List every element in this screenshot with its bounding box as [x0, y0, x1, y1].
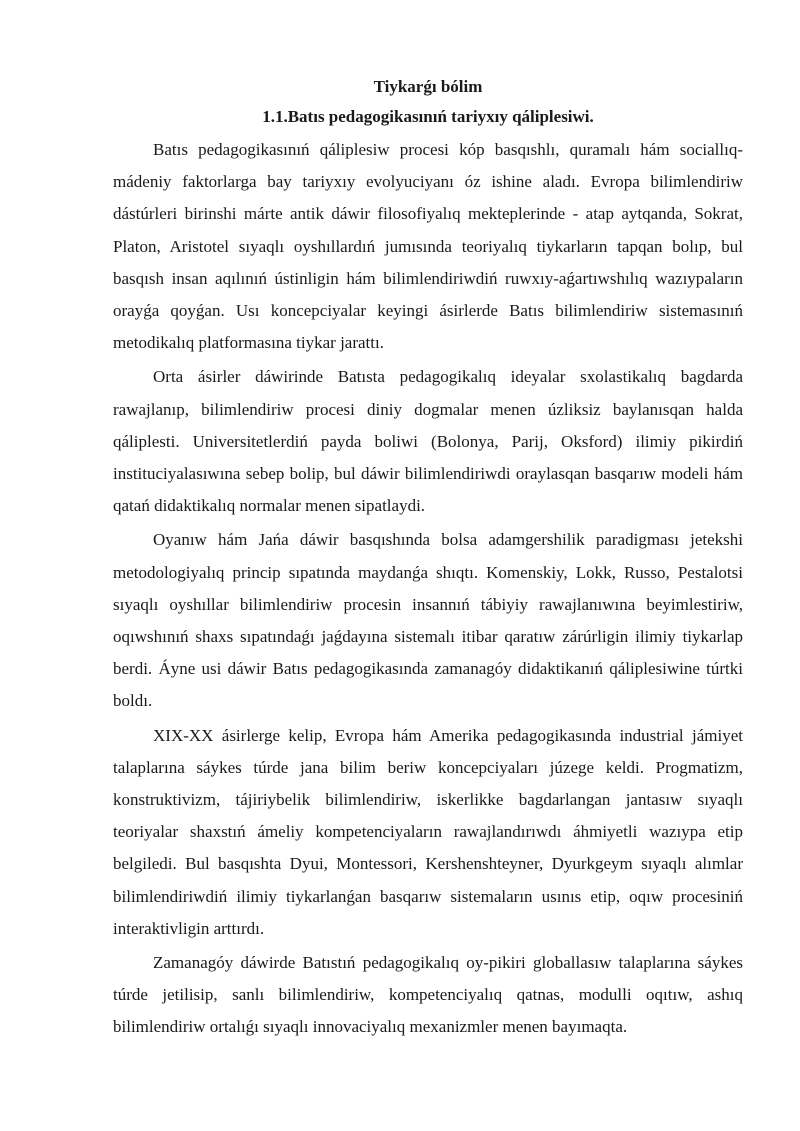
- paragraph: Zamanagóy dáwirde Batıstıń pedagogikalıq oy-pikiri globallasıw talaplarına sáykes túrde jetilisip, sanlı bilimlendiriw, kompetenciyalıq qatnas, modulli oqıtıw, ashıq bilimlendiriw ortalıǵı sıyaqlı innovaciyalıq mexanizmler menen bayımaqta.: [113, 953, 743, 1037]
- paragraph: Batıs pedagogikasınıń qáliplesiw procesi kóp basqıshlı, quramalı hám sociallıq-mádeniy faktorlarga bay tariyxıy evolyuciyanı óz ishine aladı. Evropa bilimlendiriw dástúrleri birinshi márte antik dáwir filosofiyalıq mekteplerinde - atap aytqanda, Sokrat, Platon, Aristotel sıyaqlı oyshıllardıń jumısında teoriyalıq tiykarların tapqan bolıp, bul basqısh insan aqılınıń ústinligin hám bilimlendiriwdiń ruwxıy-aǵartıwshılıq wazıypaların orayǵa qoyǵan. Usı koncepciyalar keyingi ásirlerde Batıs bilimlendiriw sistemasınıń metodikalıq platformasına tiykar jarattı.: [113, 140, 743, 353]
- paragraph: Orta ásirler dáwirinde Batısta pedagogikalıq ideyalar sxolastikalıq bagdarda rawajlanıp, bilimlendiriw procesi diniy dogmalar menen úzliksiz baylanısqan halda qáliplesti. Universitetlerdiń payda boliwi (Bolonya, Parij, Oksford) ilimiy pikirdiń instituciyalasıwına sebep bolip, bul dáwir bilimlendiriwdi oraylasqan basqarıw modeli hám qatań didaktikalıq normalar menen sipatlaydi.: [113, 367, 743, 516]
- subsection-title: 1.1.Batıs pedagogikasınıń tariyxıy qáliplesiwi.: [262, 107, 594, 126]
- section-title: Tiykarǵı bólim: [373, 77, 483, 96]
- paragraph: XIX-XX ásirlerge kelip, Evropa hám Amerika pedagogikasında industrial jámiyet talaplarına sáykes túrde jana bilim beriw koncepciyaları júzege keldi. Progmatizm, konstruktivizm, tájiriybelik bilimlendiriw, iskerlikke bagdarlangan jantasıw sıyaqlı teoriyalar shaxstıń ámeliy kompetenciyaların rawajlandırıwdı áhmiyetli wazıypa etip belgiledi. Bul basqıshta Dyui, Montessori, Kershenshteyner, Dyurkgeym sıyaqlı alımlar bilimlendiriwdiń ilimiy tiykarlanǵan basqarıw sistemaların usınıs etip, oqıw procesiniń interaktivligin arttırdı.: [113, 725, 743, 938]
- document-page: [113, 72, 743, 1046]
- paragraph: Oyanıw hám Jańa dáwir basqıshında bolsa adamgershilik paradigması jetekshi metodologiyalıq princip sıpatında maydanǵa shıqtı. Komenskiy, Lokk, Russo, Pestalotsi sıyaqlı oyshıllar bilimlendiriw procesin insannıń tábiyiy rawajlanıwına beyimlestiriw, oqıwshınıń shaxs sıpatındaǵı jaǵdayına sistemalı itibar qaratıw zárúrligin ilimiy tiykarlap berdi. Áyne usi dáwir Batıs pedagogikasında zamanagóy didaktikanıń qáliplesiwine túrtki boldı.: [113, 530, 743, 711]
